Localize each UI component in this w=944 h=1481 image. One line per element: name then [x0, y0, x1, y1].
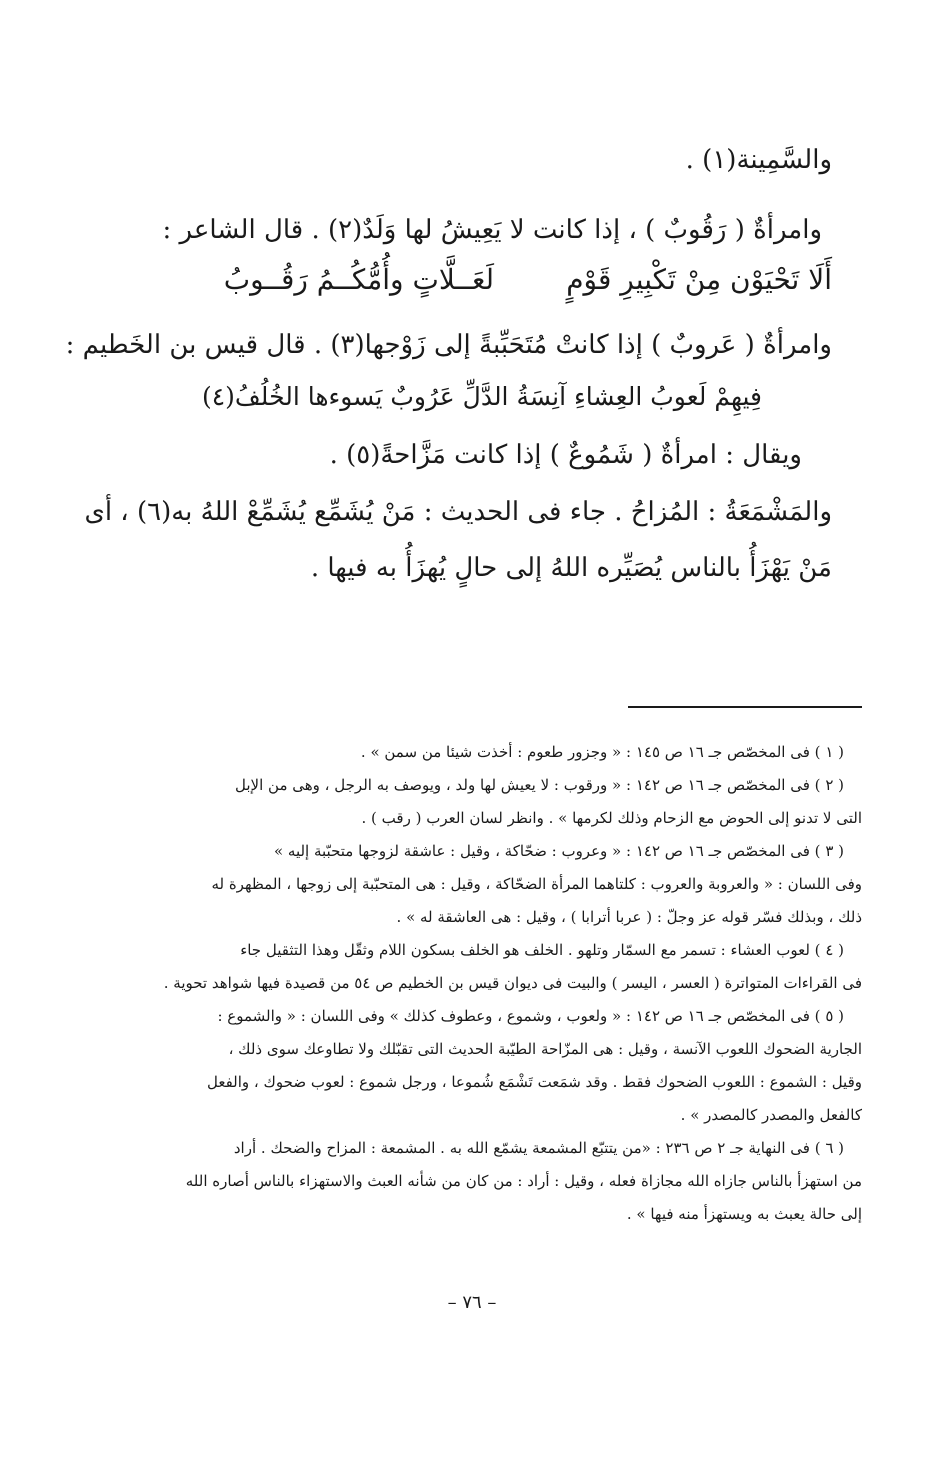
footnote-line: ( ١ ) فى المخصّص جـ ١٦ ص ١٤٥ : « وجزور طعوم : أخذت شيئا من سمن » .: [360, 743, 844, 761]
footnote-line: من استهزأ بالناس جازاه الله مجازاة فعله ، وقيل : أراد : من كان من شأنه العبث والاستهزاء بالناس أصاره الله: [185, 1172, 862, 1190]
main-line: والمَشْمَعَةُ : المُزاحُ . جاء فى الحديث : مَنْ يُشَمِّع يُشَمِّعْ اللهُ به(٦) ، أى: [84, 497, 832, 527]
verse-hemistich-right: أَلَا تَحْيَوْن مِنْ تَكْبِيرِ قَوْمٍ: [566, 263, 832, 296]
footnote-line: ( ٥ ) فى المخصّص جـ ١٦ ص ١٤٢ : « ولعوب ، وشموع ، وعطوف كذلك » وفى اللسان : « والشموع :: [217, 1007, 844, 1025]
page-number: – ٧٦ –: [447, 1292, 497, 1313]
verse-line: فِيهِمْ لَعوبُ العِشاءِ آنِسَةُ الدَّلِّ عَرُوبٌ يَسوءها الخُلُفُ(٤): [201, 382, 762, 411]
footnote-line: ذلك ، وبذلك فسّر قوله عز وجلّ : ( عربا أترابا ) ، وقيل : هى العاشقة له » .: [396, 908, 862, 926]
main-line: وامرأةٌ ( رَقُوبٌ ) ، إذا كانت لا يَعِيشُ لها وَلَدٌ(٢) . قال الشاعر :: [162, 215, 822, 245]
verse-hemistich-left: لَعَــلَّاتٍ وأُمُّكُــمُ رَقُــوبُ: [223, 263, 494, 296]
footnote-line: وفى اللسان : « والعروبة والعروب : كلتاهما المرأة الضحّاكة ، وقيل : هى المتحبّبة إلى زوجها ، المظهرة له: [211, 875, 862, 893]
footnote-line: ( ٦ ) فى النهاية جـ ٢ ص ٢٣٦ : «من يتتبّع المشمعة يشمّع الله به . المشمعة : المزاح والضحك . أراد: [233, 1139, 844, 1157]
main-line: وامرأةٌ ( عَروبٌ ) إذا كانتْ مُتَحَبِّبةً إلى زَوْجها(٣) . قال قيس بن الخَطيم :: [65, 330, 832, 360]
footnotes: [76, 736, 862, 1231]
main-line: ويقال : امرأةٌ ( شَمُوعٌ ) إذا كانت مَزَّاحةً(٥) .: [329, 440, 802, 470]
footnote-line: إلى حالة يعبث به ويستهزأ منه فيها » .: [626, 1205, 862, 1223]
footnote-line: فى القراءات المتواترة ( العسر ، اليسر ) والبيت فى ديوان قيس بن الخطيم ص ٥٤ من قصيدة فيها شواهد تحوية .: [163, 974, 862, 992]
footnote-line: ( ٣ ) فى المخصّص جـ ١٦ ص ١٤٢ : « وعروب : ضحّاكة ، وقيل : عاشقة لزوجها متحبّبة إليه »: [273, 842, 844, 860]
footnote-line: كالفعل والمصدر كالمصدر » .: [680, 1106, 862, 1124]
main-line: والسَّمِينة(١) .: [685, 145, 832, 175]
main-line: مَنْ يَهْزَأُ بالناس يُصَيِّره اللهُ إلى حالٍ يُهزَأُ به فيها .: [310, 553, 832, 583]
footnote-line: التى لا تدنو إلى الحوض مع الزحام وذلك لكرمها » . وانظر لسان العرب ( رقب ) .: [361, 809, 862, 827]
footnote-line: ( ٢ ) فى المخصّص جـ ١٦ ص ١٤٢ : « ورقوب : لا يعيش لها ولد ، ويوصف به الرجل ، وهى من الإبل: [235, 776, 844, 794]
footnote-separator: [628, 706, 862, 708]
footnote-line: وقيل : الشموع : اللعوب الضحوك فقط . وقد شمَعت تَشْمَع شُموعا ، ورجل شموع : لعوب ضحوك ، والفعل: [207, 1073, 862, 1091]
footnote-line: الجارية الضحوك اللعوب الآنسة ، وقيل : هى المزّاحة الطيّبة الحديث التى تقبّلك ولا تطاوعك سوى ذلك ،: [228, 1040, 862, 1058]
footnote-line: ( ٤ ) لعوب العشاء : تسمر مع السمّار وتلهو . الخلف هو الخلف بسكون اللام وثقّل وهذا التثقيل جاء: [240, 941, 844, 959]
